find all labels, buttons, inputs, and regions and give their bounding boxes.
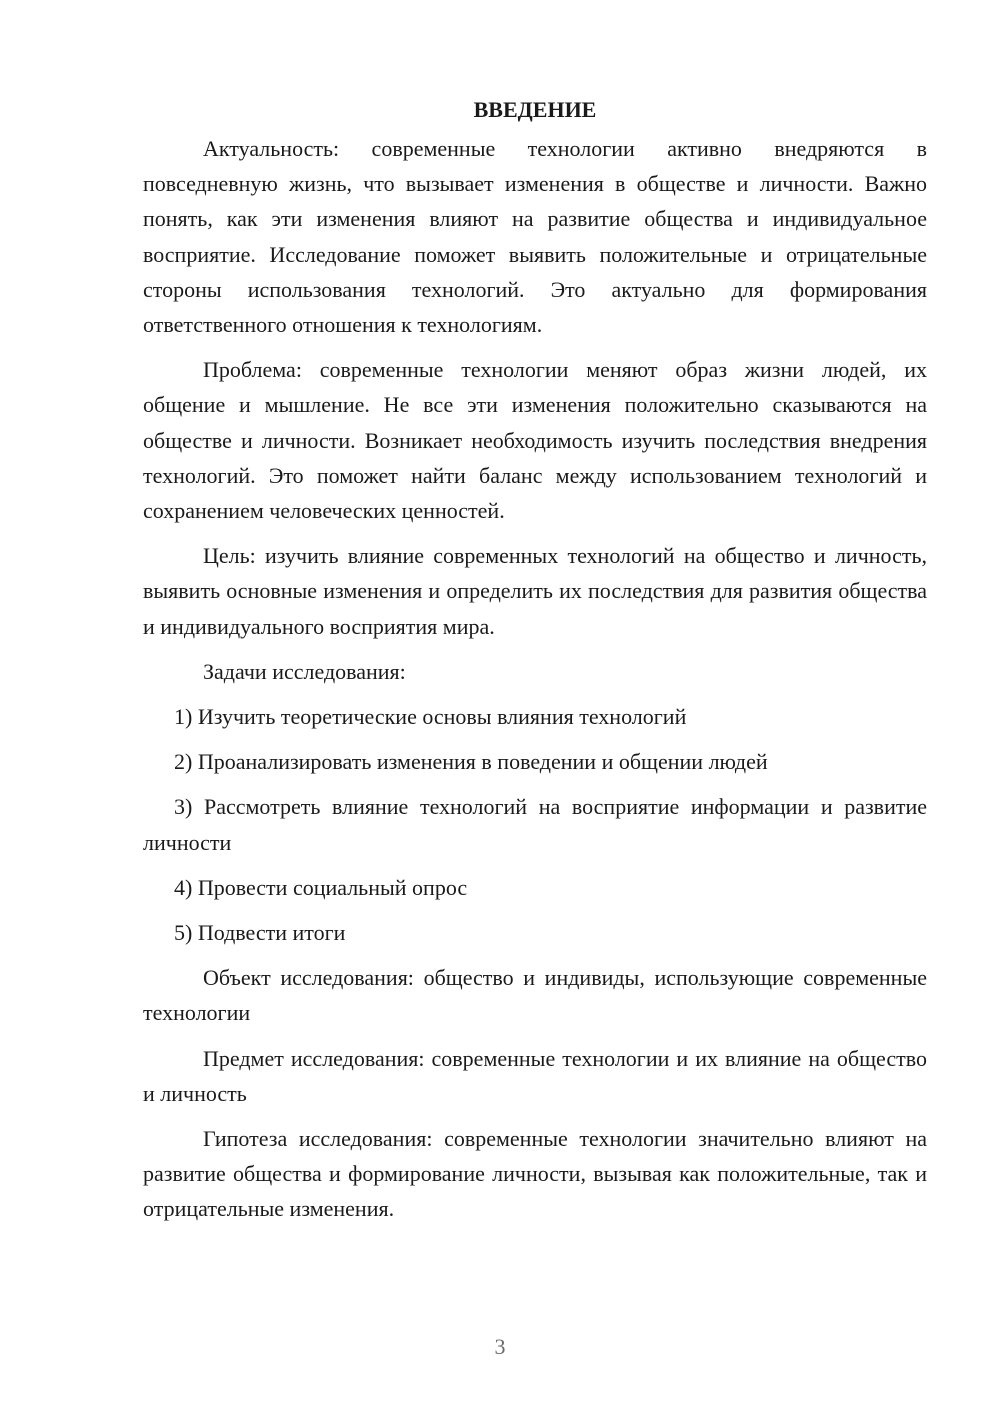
- paragraph-subject: Предмет исследования: современные технологии и их влияние на общество и личность: [143, 1045, 927, 1106]
- paragraph-goal: Цель: изучить влияние современных технологий на общество и личность, выявить основные изменения и определить их последствия для развития общества и индивидуального восприятия мира.: [143, 543, 927, 639]
- page-number: 3: [494, 1334, 506, 1359]
- paragraph-object: Объект исследования: общество и индивиды, использующие современные технологии: [143, 965, 927, 1026]
- document-page: [143, 92, 927, 1237]
- paragraph-tasks-heading: Задачи исследования:: [203, 658, 406, 684]
- task-item: 4) Провести социальный опрос: [174, 874, 468, 900]
- task-item: 2) Проанализировать изменения в поведении и общении людей: [174, 749, 768, 775]
- paragraph-problem: Проблема: современные технологии меняют образ жизни людей, их общение и мышление. Не все эти изменения положительно сказываются на обществе и личности. Возникает необходимость изучить последствия внедрения технологий. Это поможет найти баланс между использованием технологий и сохранением человеческих ценностей.: [143, 357, 927, 524]
- task-item: 5) Подвести итоги: [174, 920, 346, 946]
- task-item: 1) Изучить теоретические основы влияния технологий: [174, 704, 687, 730]
- section-title: ВВЕДЕНИЕ: [473, 97, 597, 122]
- paragraph-hypothesis: Гипотеза исследования: современные технологии значительно влияют на развитие общества и формирование личности, вызывая как положительные, так и отрицательные изменения.: [143, 1126, 927, 1222]
- paragraph-relevance: Актуальность: современные технологии активно внедряются в повседневную жизнь, что вызывает изменения в обществе и личности. Важно понять, как эти изменения влияют на развитие общества и индивидуальное восприятие. Исследование поможет выявить положительные и отрицательные стороны использования технологий. Это актуально для формирования ответственного отношения к технологиям.: [143, 136, 927, 338]
- task-item: 3) Рассмотреть влияние технологий на восприятие информации и развитие личности: [143, 794, 927, 855]
